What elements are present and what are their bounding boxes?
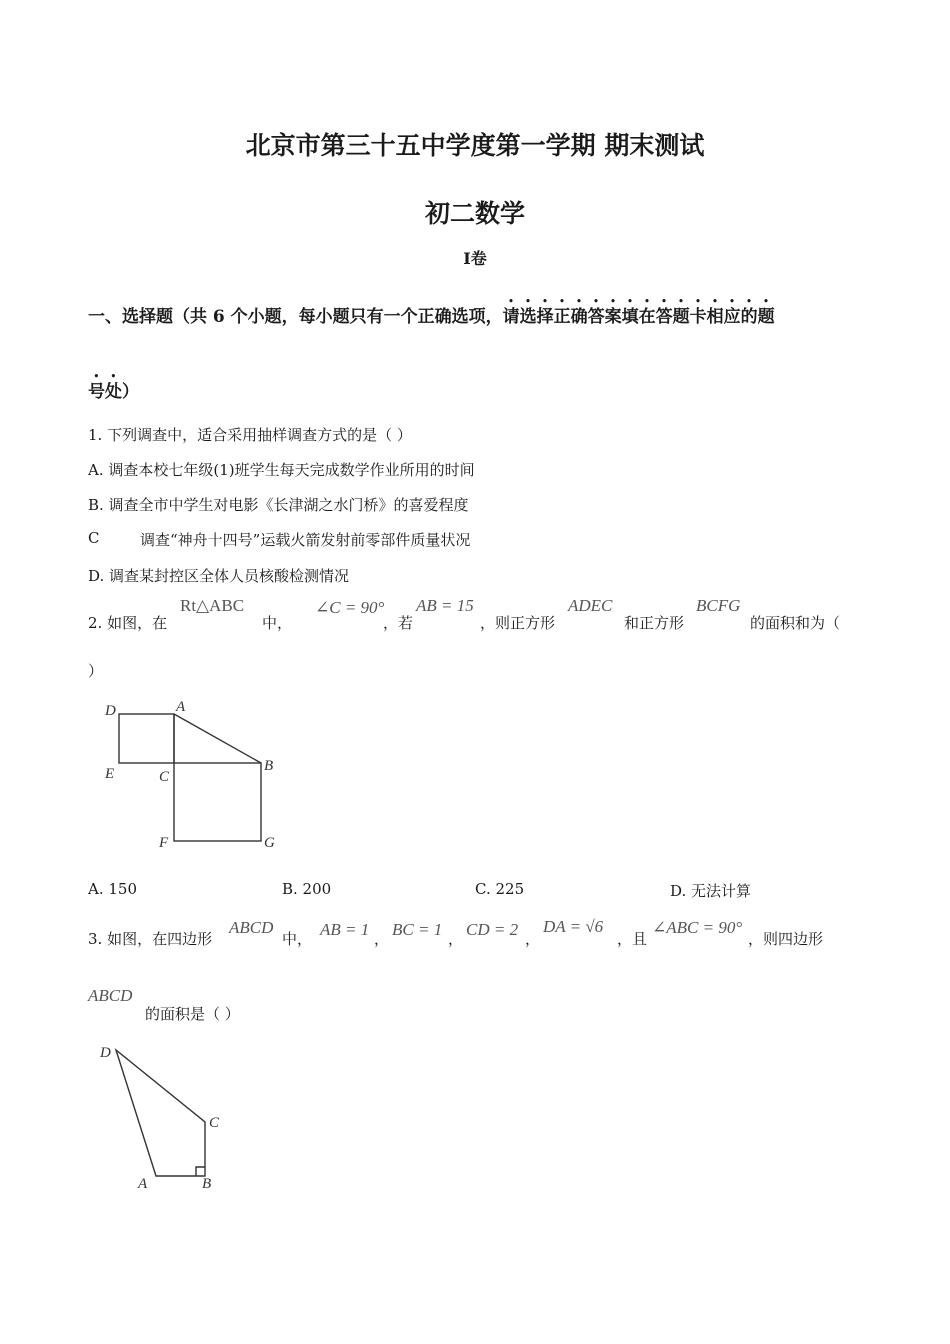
label-a: A	[176, 699, 186, 715]
q2-math-angle: ∠C = 90°	[315, 598, 385, 617]
label-b: B	[264, 758, 274, 774]
volume-label: I卷	[463, 249, 487, 268]
right-angle-mark	[196, 1167, 205, 1176]
quadrilateral-abcd	[116, 1050, 205, 1176]
q2-math-bcfg: BCFG	[696, 596, 741, 615]
q2-text-5: 和正方形	[624, 614, 685, 632]
q1-option-c-letter: C	[88, 529, 100, 547]
q3-math-cd: CD = 2	[466, 920, 519, 939]
label-f: F	[159, 835, 169, 851]
label-c: C	[209, 1115, 220, 1131]
q1-option-c-text: 调查“神舟十四号”运载火箭发射前零部件质量状况	[140, 531, 471, 549]
q2-option-a: A. 150	[88, 880, 137, 898]
q3-text-7: ，则四边形	[748, 930, 824, 948]
q2-option-c: C. 225	[475, 880, 525, 898]
label-e: E	[105, 766, 115, 782]
q2-math-ab: AB = 15	[416, 596, 474, 615]
q2-math-adec: ADEC	[568, 596, 613, 615]
section-heading-end: ）	[122, 382, 139, 402]
q3-text-1: 3. 如图，在四边形	[88, 930, 213, 948]
q1-option-b: B. 调查全市中学生对电影《长津湖之水门桥》的喜爱程度	[88, 496, 469, 514]
section-heading-emphasis: 请选择正确答案填在答题卡相应的题	[502, 307, 775, 327]
q1-stem: 1. 下列调查中，适合采用抽样调查方式的是（ ）	[88, 426, 412, 444]
label-g: G	[264, 835, 275, 851]
subject-title: 初二数学	[424, 199, 525, 228]
label-d: D	[100, 1045, 111, 1061]
q3-text-6: ，且	[617, 930, 648, 948]
q3-math-ab: AB = 1	[320, 920, 370, 939]
section-heading-emphasis-2: 号处	[88, 382, 122, 402]
q3-figure	[95, 1035, 245, 1200]
q3-text-3: ，	[374, 930, 390, 948]
label-b: B	[202, 1176, 212, 1192]
q2-text-2: 中，	[262, 614, 293, 632]
q1-option-a: A. 调查本校七年级(1)班学生每天完成数学作业所用的时间	[88, 461, 475, 479]
q1-option-d: D. 调查某封控区全体人员核酸检测情况	[88, 567, 350, 585]
q2-option-b: B. 200	[282, 880, 332, 898]
q3-math-abcd: ABCD	[229, 918, 274, 937]
q3-math-angle: ∠ABC = 90°	[652, 918, 743, 937]
page-title: 北京市第三十五中学度第一学期 期末测试	[245, 131, 705, 160]
q3-text-4: ，	[448, 930, 464, 948]
q2-text-7: ）	[88, 662, 104, 680]
q3-math-bc: BC = 1	[392, 920, 443, 939]
q3-text-2: 中，	[282, 930, 313, 948]
q2-text-6: 的面积和为（	[750, 614, 841, 632]
label-c: C	[159, 769, 170, 785]
q3-math-da: DA = √6	[543, 917, 604, 936]
q2-math-triangle: Rt△ABC	[180, 596, 245, 615]
q2-text-1: 2. 如图，在	[88, 614, 168, 632]
section-heading	[88, 297, 775, 327]
q3-math-abcd-2: ABCD	[88, 986, 133, 1005]
square-adec	[119, 714, 174, 763]
section-heading-start: 一、选择题（共 6 个小题，每小题只有一个正确选项，	[88, 307, 503, 327]
q2-option-d: D. 无法计算	[670, 882, 752, 900]
square-bcfg	[174, 763, 261, 841]
q3-text-8: 的面积是（ ）	[145, 1005, 240, 1023]
label-d: D	[105, 703, 116, 719]
q3-text-5: ，	[525, 930, 541, 948]
q2-text-3: ，若	[383, 614, 414, 632]
q2-figure	[95, 695, 295, 855]
label-a: A	[138, 1176, 148, 1192]
section-heading-cont	[88, 372, 139, 402]
q2-text-4: ，则正方形	[480, 614, 556, 632]
segment-ab	[174, 714, 261, 763]
